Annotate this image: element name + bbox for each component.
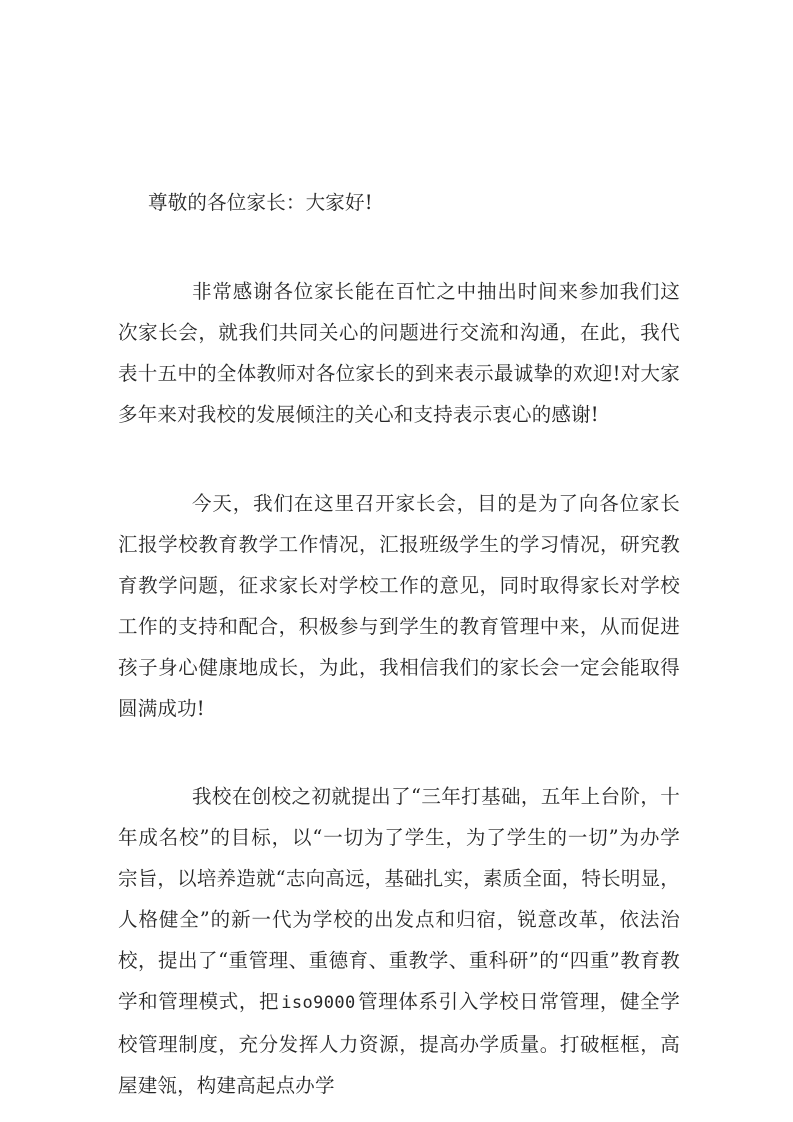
- paragraph-thanks: 非常感谢各位家长能在百忙之中抽出时间来参加我们这次家长会，就我们共同关心的问题进行交流和沟通，在此，我代表十五中的全体教师对各位家长的到来表示最诚挚的欢迎!对大家多年来对我校的发展倾注的关心和支持表示衷心的感谢!: [118, 280, 680, 426]
- paragraph-school-philosophy: [118, 776, 680, 1106]
- paragraph-greeting: 尊敬的各位家长：大家好!: [148, 191, 373, 214]
- paragraph-spacer: [118, 223, 680, 271]
- paragraph-spacer: [118, 435, 680, 483]
- philosophy-text-segment-1: 我校在创校之初就提出了“三年打基础，五年上台阶，十年成名校”的目标，以“一切为了学生，为了学生的一切”为办学宗旨，以培养造就“志向高远，基础扎实，素质全面，特长明显，人格健全”的新一代为学校的出发点和归宿，锐意改革，依法治校，提出了“重管理、重德育、重教学、重科研”的“四重”教育教学和管理模式，把: [118, 785, 680, 1013]
- paragraph-spacer: [118, 729, 680, 776]
- document-text-body: [118, 182, 680, 1106]
- iso9000-term: iso9000: [281, 993, 356, 1013]
- paragraph-purpose: 今天，我们在这里召开家长会，目的是为了向各位家长汇报学校教育教学工作情况，汇报班级学生的学习情况，研究教育教学问题，征求家长对学校工作的意见，同时取得家长对学校工作的支持和配合，积极参与到学生的教育管理中来，从而促进孩子身心健康地成长，为此，我相信我们的家长会一定会能取得圆满成功!: [118, 492, 680, 720]
- philosophy-text-segment-2: 管理体系引入学校日常管理，健全学校管理制度，充分发挥人力资源，提高办学质量。打破框框，高屋建瓴，构建高起点办学: [118, 990, 680, 1097]
